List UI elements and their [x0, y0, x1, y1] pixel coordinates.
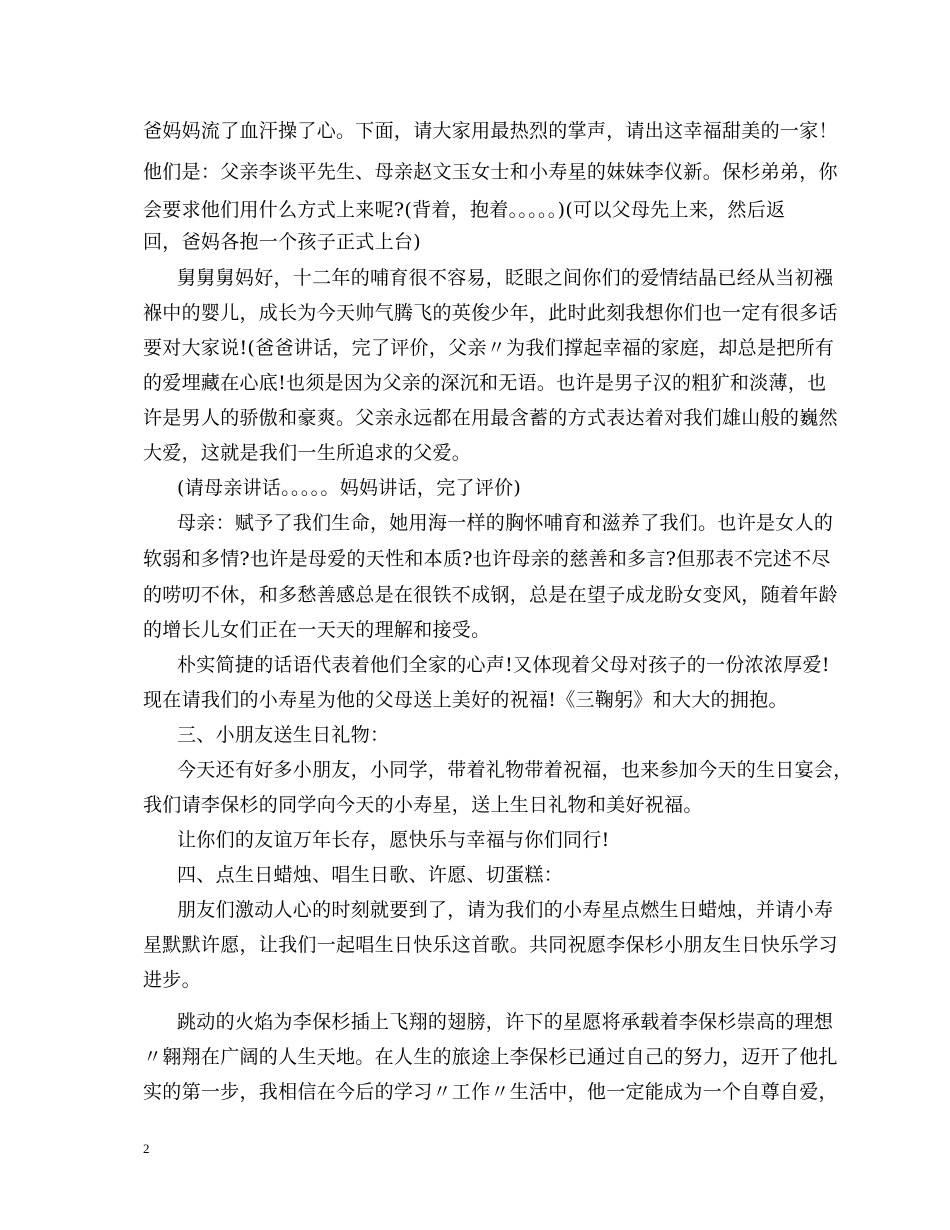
text-line: 大爱，这就是我们一生所追求的父爱。 [143, 442, 472, 464]
text-line: 要对大家说!(爸爸讲话，完了评价，父亲〃为我们撑起幸福的家庭，却总是把所有 [143, 337, 835, 359]
text-line: 跳动的火焰为李保杉插上飞翔的翅膀，许下的星愿将承载着李保杉崇高的理想 [177, 1011, 834, 1033]
text-line: 会要求他们用什么方式上来呢?(背着，抱着。。。。。)(可以父母先上来，然后返 [143, 199, 786, 221]
text-line: 的增长儿女们正在一天天的理解和接受。 [143, 619, 491, 641]
text-line: 朴实简捷的话语代表着他们全家的心声!又体现着父母对孩子的一份浓浓厚爱! [177, 654, 830, 676]
text-line: 三、小朋友送生日礼物： [177, 724, 390, 746]
text-line: 母亲：赋予了我们生命，她用海一样的胸怀哺育和滋养了我们。也许是女人的 [177, 512, 834, 534]
text-line: 他们是：父亲李谈平先生、母亲赵文玉女士和小寿星的妹妹李仪新。保杉弟弟，你 [143, 161, 838, 183]
text-line: 让你们的友谊万年长存，愿快乐与幸福与你们同行! [177, 829, 610, 851]
text-line: 朋友们激动人心的时刻就要到了，请为我们的小寿星点燃生日蜡烛，并请小寿 [177, 899, 834, 921]
text-line: 许是男人的骄傲和豪爽。父亲永远都在用最含蓄的方式表达着对我们雄山般的巍然 [143, 407, 838, 429]
text-line: 星默默许愿，让我们一起唱生日快乐这首歌。共同祝愿李保杉小朋友生日快乐学习 [143, 934, 838, 956]
text-line: 的唠叨不休，和多愁善感总是在很铁不成钢，总是在望子成龙盼女变风，随着年龄 [143, 584, 838, 606]
text-line: 舅舅舅妈好，十二年的哺育很不容易，眨眼之间你们的爱情结晶已经从当初襁 [177, 267, 834, 289]
text-line: (请母亲讲话。。。。。妈妈讲话，完了评价) [177, 477, 522, 499]
text-line: 四、点生日蜡烛、唱生日歌、许愿、切蛋糕： [177, 864, 564, 886]
page-number: 2 [143, 1141, 150, 1156]
text-line: 软弱和多情?也许是母爱的天性和本质?也许母亲的慈善和多言?但那表不完述不尽 [143, 548, 831, 570]
text-line: 现在请我们的小寿星为他的父母送上美好的祝福!《三鞠躬》和大大的拥抱。 [143, 689, 788, 711]
text-line: 今天还有好多小朋友，小同学，带着礼物带着祝福，也来参加今天的生日宴会， [177, 759, 853, 781]
text-line: 〃翱翔在广阔的人生天地。在人生的旅途上李保杉已通过自己的努力，迈开了他扎 [143, 1046, 838, 1068]
text-line: 爸妈妈流了血汗操了心。下面，请大家用最热烈的掌声，请出这幸福甜美的一家！ [143, 120, 838, 142]
text-line: 我们请李保杉的同学向今天的小寿星，送上生日礼物和美好祝福。 [143, 794, 703, 816]
text-line: 褓中的婴儿，成长为今天帅气腾飞的英俊少年，此时此刻我想你们也一定有很多话 [143, 302, 838, 324]
text-line: 进步。 [143, 969, 201, 991]
text-line: 实的第一步，我相信在今后的学习〃工作〃生活中，他一定能成为一个自尊自爱， [143, 1081, 838, 1103]
text-line: 回，爸妈各抱一个孩子正式上台) [143, 231, 421, 253]
text-line: 的爱埋藏在心底!也须是因为父亲的深沉和无语。也许是男子汉的粗犷和淡薄，也 [143, 372, 827, 394]
